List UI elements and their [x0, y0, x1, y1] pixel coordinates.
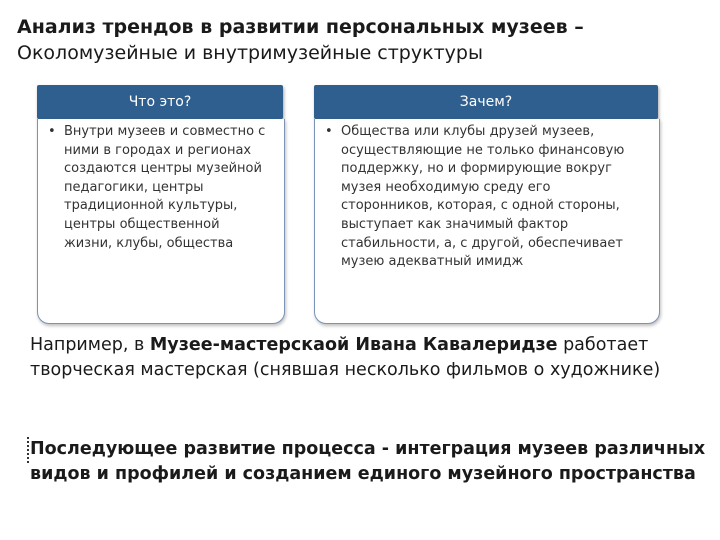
- right-card-bullet: • Общества или клубы друзей музеев, осуществляющие не только финансовую поддержку, но и формирующие вокруг музея необходимую среду его сторонников, которая, с одной стороны, выступает как значимый фактор стабильности, а, с другой, обеспечивает музею адекватный имидж: [341, 123, 645, 272]
- right-card-body: [314, 119, 660, 324]
- left-card-list: [38, 119, 284, 253]
- example-prefix: Например, в: [30, 335, 150, 355]
- page-title: [17, 14, 707, 66]
- title-line-2: Околомузейные и внутримузейные структуры: [17, 42, 483, 64]
- left-card-header: Что это?: [37, 85, 283, 119]
- left-card-bullet: • Внутри музеев и совместно с ними в городах и регионах создаются центры музейной педагогики, центры традиционной культуры, центры общественной жизни, клубы, общества: [64, 123, 270, 253]
- left-card-body: [37, 119, 285, 324]
- right-card-header: Зачем?: [314, 85, 658, 119]
- example-suffix: работает творческая мастерская (снявшая несколько фильмов о художнике): [30, 335, 661, 380]
- conclusion-paragraph: Последующее развитие процесса - интеграция музеев различных видов и профилей и созданием единого музейного пространства: [30, 439, 706, 484]
- right-card-list: [315, 119, 659, 272]
- title-line-1: Анализ трендов в развитии персональных музеев –: [17, 16, 584, 38]
- example-paragraph: [30, 333, 710, 383]
- museum-name: Музее-мастерскаой Ивана Кавалеридзе: [149, 335, 558, 355]
